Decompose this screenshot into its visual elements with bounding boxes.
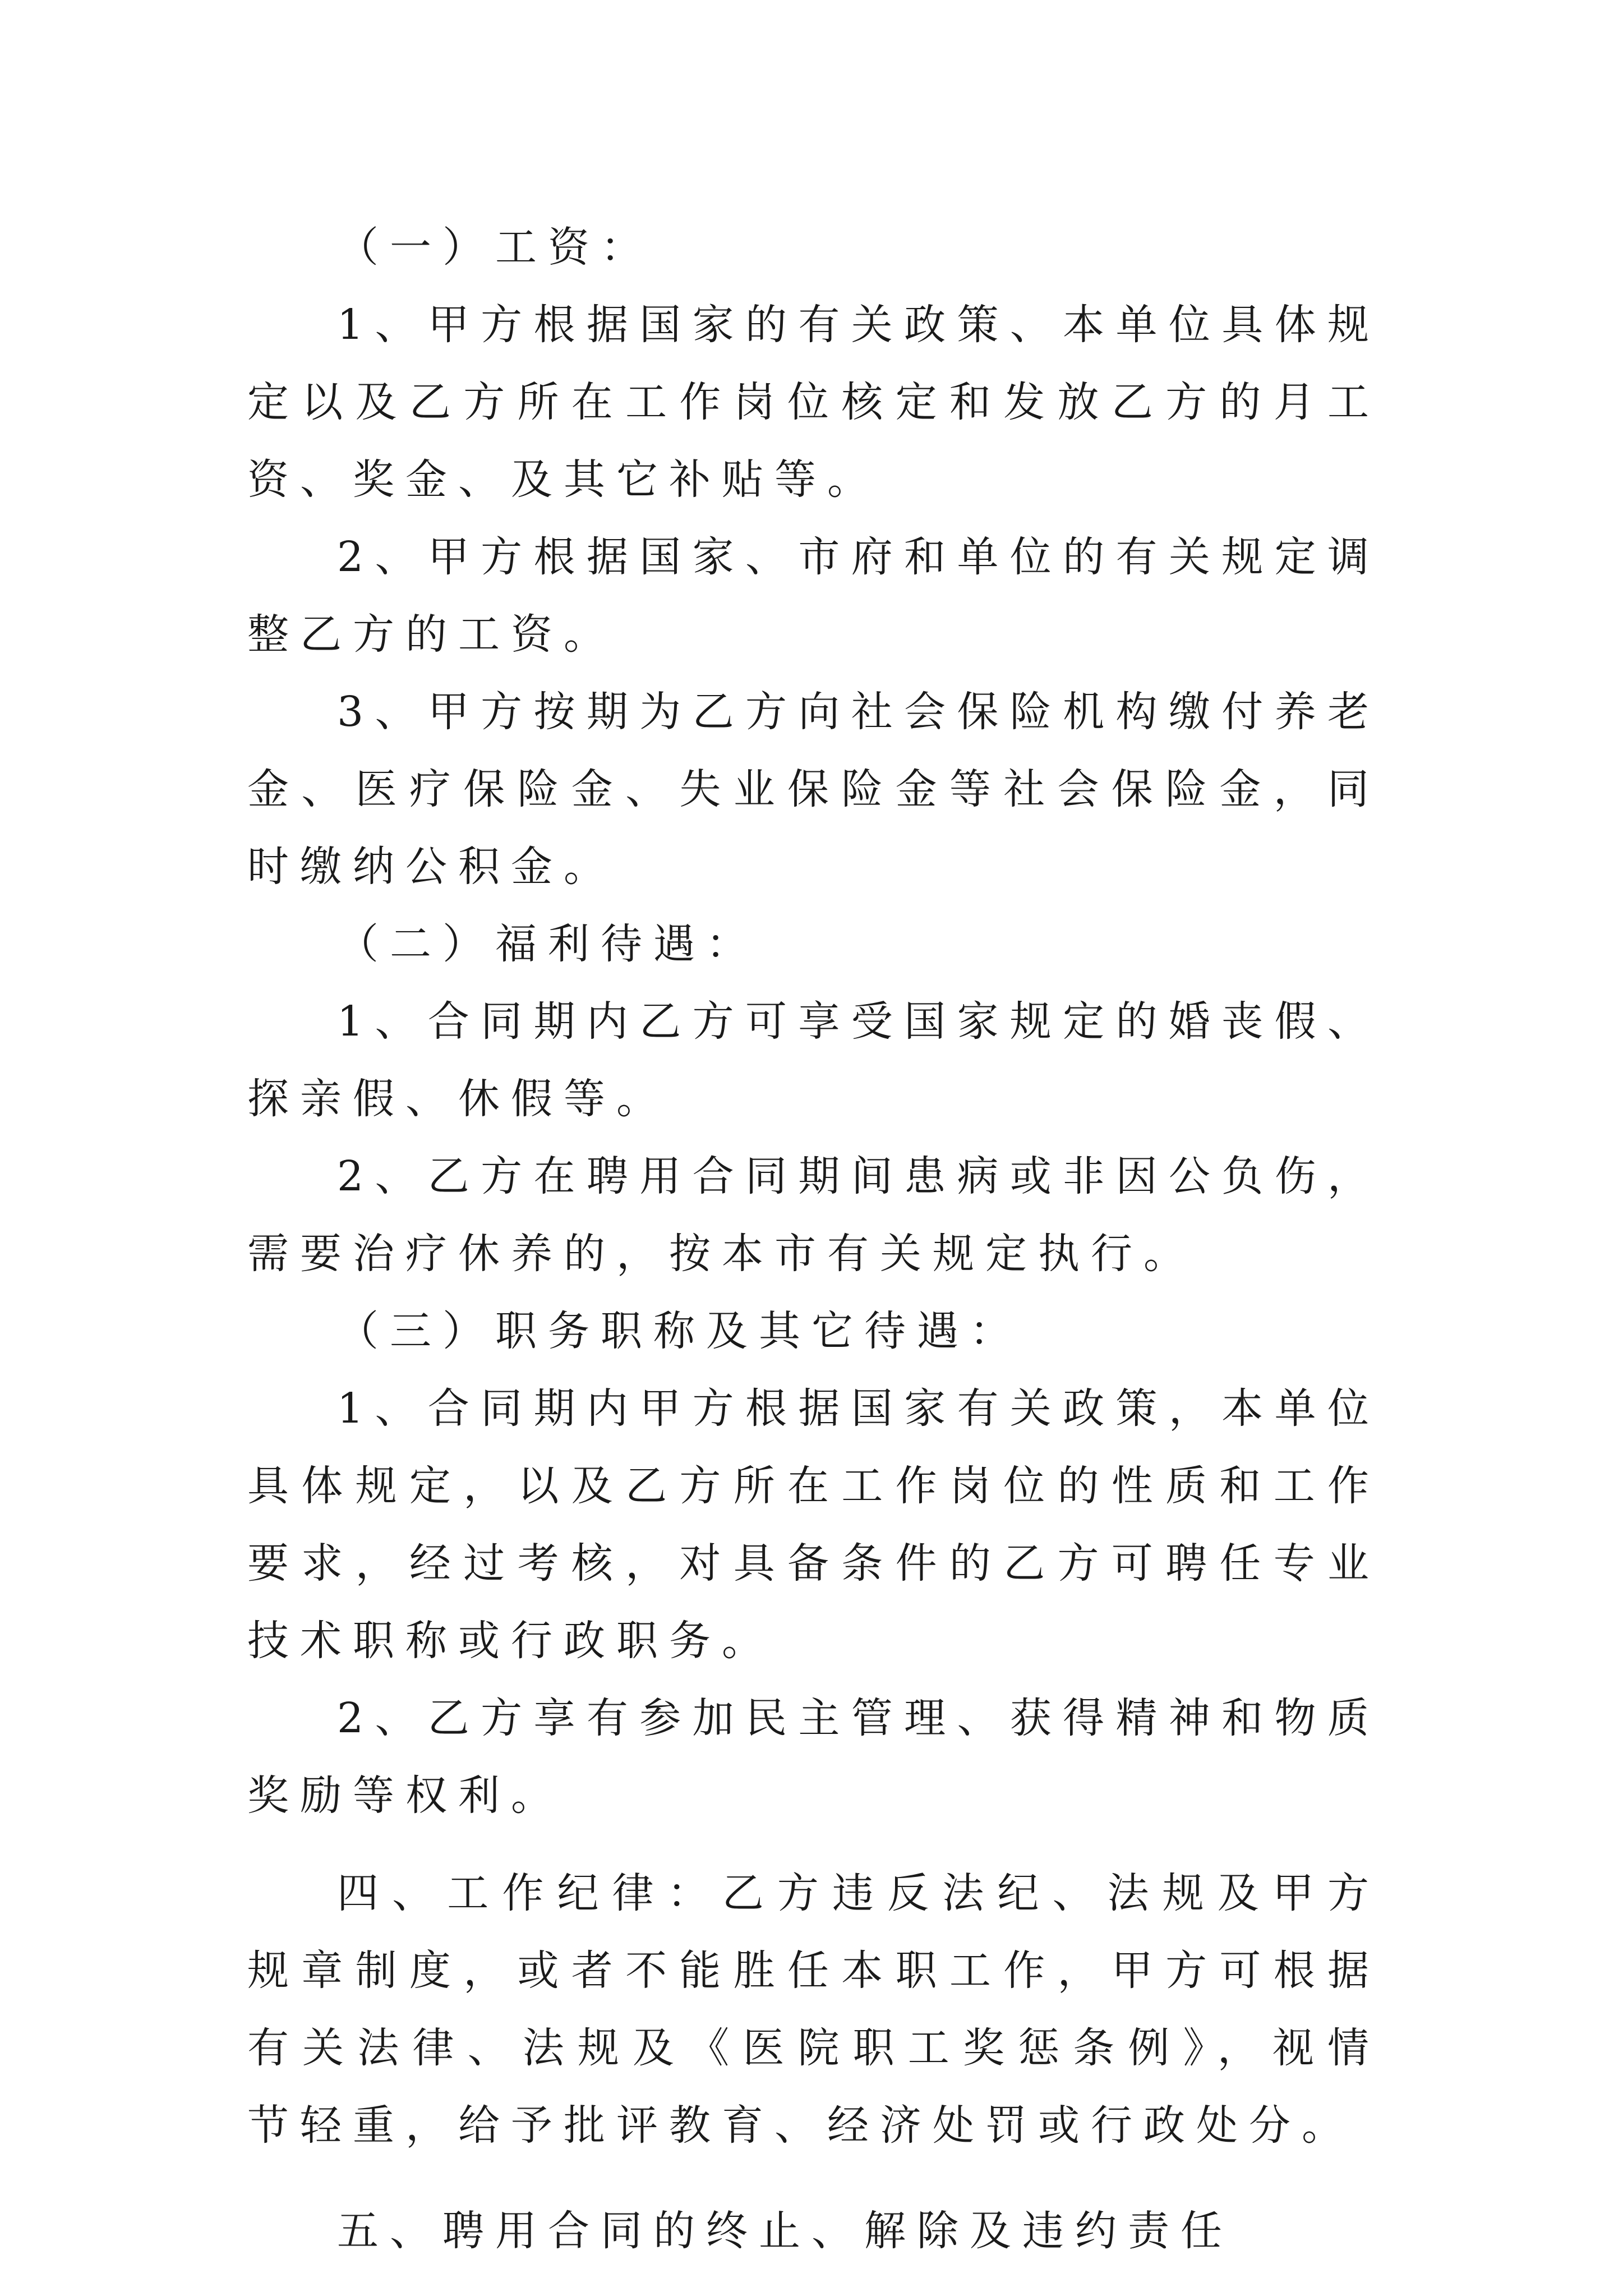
titles-clause-1: 1、合同期内甲方根据国家有关政策，本单位具体规定，以及乙方所在工作岗位的性质和工作要求，经过考核，对具备条件的乙方可聘任专业技术职称或行政职务。 [247,1384,1380,1665]
section-contract-termination: 五、聘用合同的终止、解除及违约责任 [337,2207,1233,2255]
wages-clause-2: 2、甲方根据国家、市府和单位的有关规定调整乙方的工资。 [247,533,1380,659]
benefits-clause-1: 1、合同期内乙方可享受国家规定的婚丧假、探亲假、休假等。 [247,997,1380,1123]
titles-clause-2: 2、乙方享有参加民主管理、获得精神和物质奖励等权利。 [247,1694,1380,1820]
document-body [247,209,1380,2270]
section-heading-wages: （一）工资： [337,223,653,272]
benefits-clause-2: 2、乙方在聘用合同期间患病或非因公负伤，需要治疗休养的，按本市有关规定执行。 [247,1152,1380,1278]
section-work-discipline: 四、工作纪律：乙方违反法纪、法规及甲方规章制度，或者不能胜任本职工作，甲方可根据有关法律、法规及《医院职工奖惩条例》，视情节轻重，给予批评教育、经济处罚或行政处分。 [247,1869,1380,2150]
wages-clause-3: 3、甲方按期为乙方向社会保险机构缴付养老金、医疗保险金、失业保险金等社会保险金，同时缴纳公积金。 [247,688,1380,891]
section-heading-titles: （三）职务职称及其它待遇： [337,1307,1022,1355]
wages-clause-1: 1、甲方根据国家的有关政策、本单位具体规定以及乙方所在工作岗位核定和发放乙方的月工资、奖金、及其它补贴等。 [247,301,1380,504]
section-heading-benefits: （二）福利待遇： [337,920,759,968]
